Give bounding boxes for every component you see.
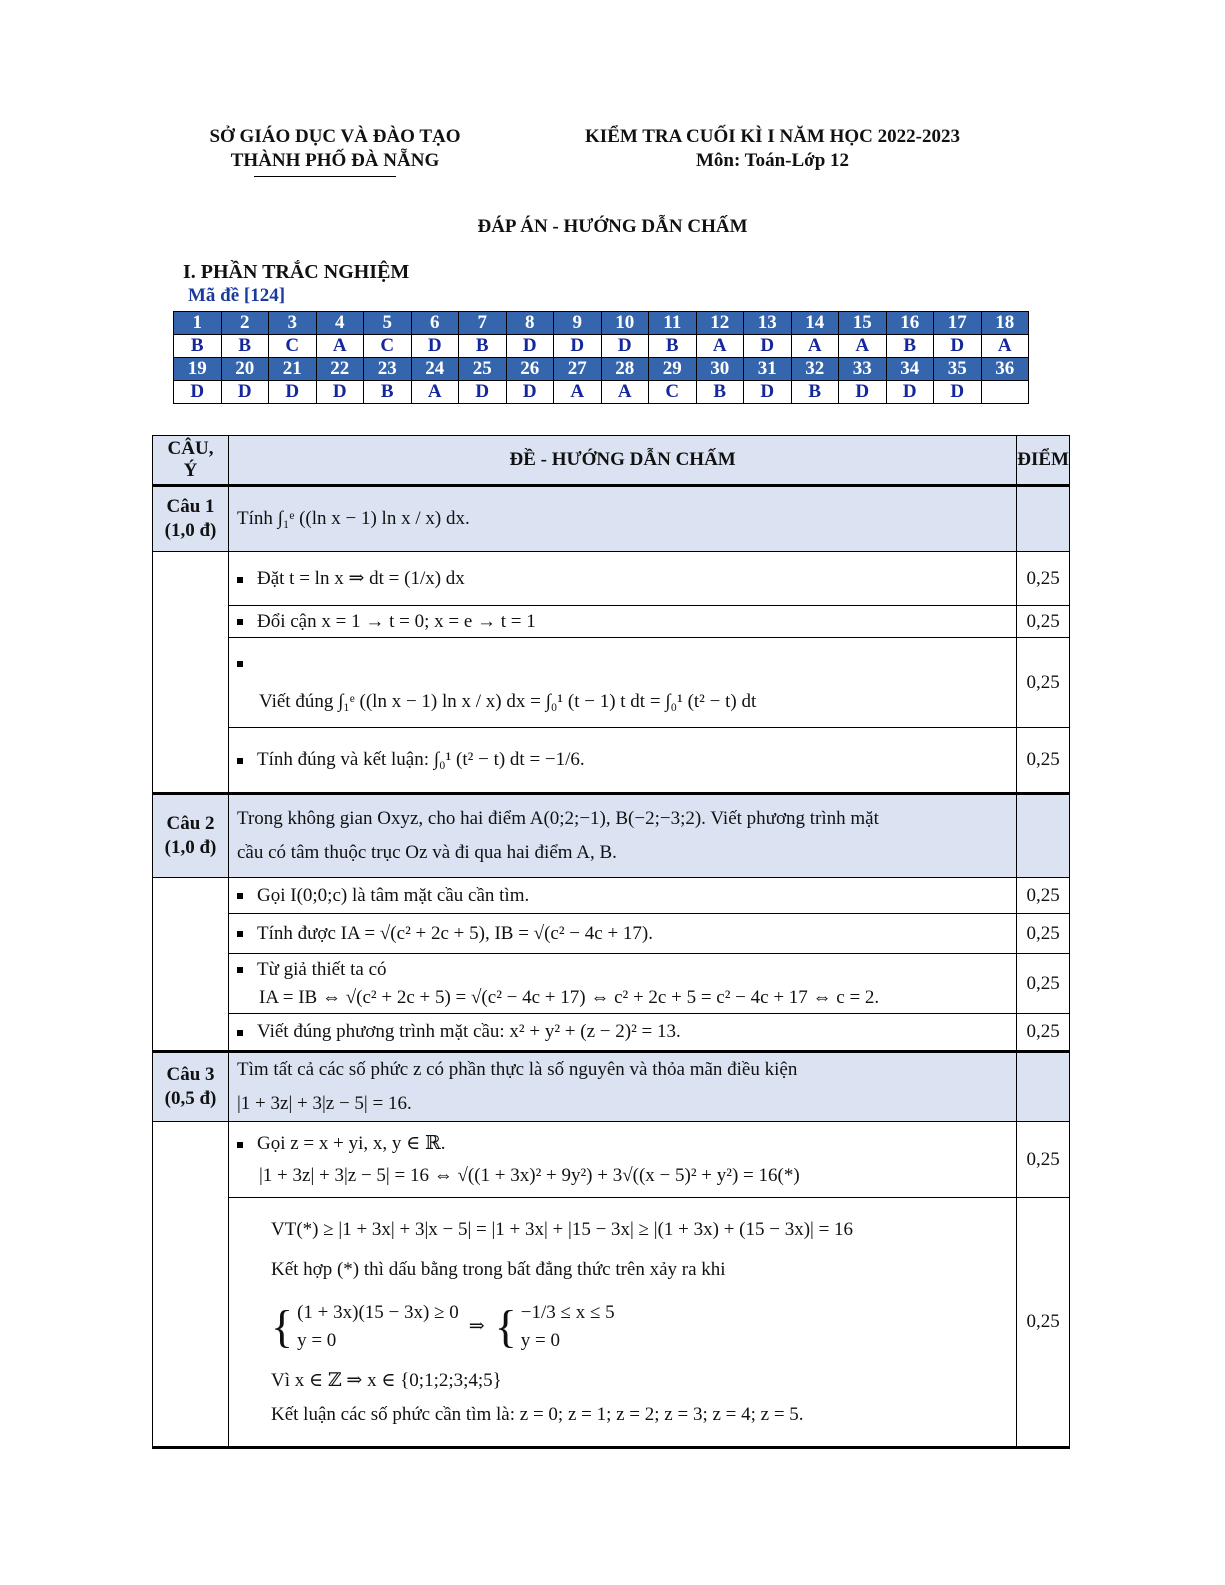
answer-number-cell: 2 xyxy=(221,312,269,335)
answer-letter-cell: D xyxy=(411,335,459,358)
answer-number-cell: 10 xyxy=(601,312,649,335)
answer-number-cell: 29 xyxy=(649,358,697,381)
points-cell xyxy=(1017,486,1070,552)
answer-letter-cell xyxy=(981,381,1029,404)
exam-code: Mã đề [124] xyxy=(188,285,286,306)
answer-letter-cell: D xyxy=(316,381,364,404)
grading-table xyxy=(152,435,1070,1449)
step-content: Viết đúng phương trình mặt cầu: x² + y² + (z − 2)² = 13. xyxy=(257,1021,681,1042)
question-label xyxy=(153,794,229,878)
brace-left-icon: { xyxy=(271,1300,294,1352)
inequality-system xyxy=(271,1299,1008,1355)
prompt-line: Tìm tất cả các số phức z có phần thực là số nguyên và thỏa mãn điều kiện xyxy=(237,1059,798,1080)
step-points: 0,25 xyxy=(1017,914,1070,954)
answer-letter-cell: B xyxy=(791,381,839,404)
school-department xyxy=(185,125,485,173)
question-number: Câu 1 xyxy=(166,496,215,517)
section-title: I. PHẦN TRẮC NGHIỆM xyxy=(183,261,410,283)
step-content: Kết hợp (*) thì dấu bằng trong bất đẳng thức trên xảy ra khi xyxy=(271,1258,726,1280)
step-text xyxy=(229,954,1017,1014)
answer-letter-cell: D xyxy=(744,381,792,404)
answer-number-cell: 12 xyxy=(696,312,744,335)
question-row-2 xyxy=(153,794,1070,878)
step-points: 0,25 xyxy=(1017,1122,1070,1198)
answer-letter-cell: A xyxy=(316,335,364,358)
answer-letter-cell: D xyxy=(506,381,554,404)
answer-number-cell: 18 xyxy=(981,312,1029,335)
answer-letter-cell: D xyxy=(221,381,269,404)
question-row-3 xyxy=(153,1052,1070,1122)
system-line: y = 0 xyxy=(520,1329,560,1351)
prompt-line: Trong không gian Oxyz, cho hai điểm A(0;2;−1), B(−2;−3;2). Viết phương trình mặt xyxy=(237,808,879,829)
step-content: Từ giả thiết ta có xyxy=(257,958,387,980)
answer-number-cell: 24 xyxy=(411,358,459,381)
answer-number-cell: 27 xyxy=(554,358,602,381)
answer-number-cell: 30 xyxy=(696,358,744,381)
answer-letter-cell: A xyxy=(696,335,744,358)
answer-letter-cell: D xyxy=(174,381,222,404)
blank-question-cell xyxy=(153,1122,229,1448)
answer-letter-cell: D xyxy=(886,381,934,404)
answer-letter-cell: B xyxy=(221,335,269,358)
step-content: Kết luận các số phức cần tìm là: z = 0; z = 1; z = 2; z = 3; z = 4; z = 5. xyxy=(271,1403,804,1425)
answer-letter-cell: C xyxy=(649,381,697,404)
step-text xyxy=(229,1198,1017,1448)
bullet-icon xyxy=(237,619,243,625)
bullet-icon xyxy=(237,893,243,899)
question-label xyxy=(153,1052,229,1122)
answer-number-cell: 15 xyxy=(839,312,887,335)
step-row xyxy=(153,728,1070,794)
page-title: ĐÁP ÁN - HƯỚNG DẪN CHẤM xyxy=(477,216,748,237)
step-row xyxy=(153,1122,1070,1198)
step-content: Gọi I(0;0;c) là tâm mặt cầu cần tìm. xyxy=(257,884,530,906)
bullet-icon xyxy=(237,577,243,583)
answer-number-cell: 23 xyxy=(364,358,412,381)
implies-arrow: ⇒ xyxy=(468,1316,485,1337)
answer-number-cell: 6 xyxy=(411,312,459,335)
step-text xyxy=(229,1014,1017,1052)
step-row xyxy=(153,638,1070,728)
step-content: Tính được IA = √(c² + 2c + 5), IB = √(c² − 4c + 17). xyxy=(257,922,653,944)
answer-number-cell: 13 xyxy=(744,312,792,335)
question-row-1 xyxy=(153,486,1070,552)
step-row xyxy=(153,606,1070,638)
answer-letter-cell: A xyxy=(839,335,887,358)
step-row xyxy=(153,1198,1070,1448)
answer-number-cell: 17 xyxy=(934,312,982,335)
answer-letter-cell: B xyxy=(886,335,934,358)
answer-number-cell: 25 xyxy=(459,358,507,381)
answer-number-cell: 20 xyxy=(221,358,269,381)
question-prompt xyxy=(229,794,1017,878)
prompt-line: cầu có tâm thuộc trục Oz và đi qua hai điểm A, B. xyxy=(237,842,617,863)
col-content-header: ĐỀ - HƯỚNG DẪN CHẤM xyxy=(229,436,1017,486)
question-number: Câu 2 xyxy=(166,813,215,834)
blank-question-cell xyxy=(153,878,229,1052)
department-name: SỞ GIÁO DỤC VÀ ĐÀO TẠO xyxy=(209,126,461,147)
answer-number-cell: 36 xyxy=(981,358,1029,381)
col-question-header: CÂU, Ý xyxy=(153,436,229,486)
subject-grade: Môn: Toán-Lớp 12 xyxy=(695,150,850,171)
step-row xyxy=(153,914,1070,954)
step-points: 0,25 xyxy=(1017,954,1070,1014)
table-header-row xyxy=(153,436,1070,486)
answer-key-numbers-row-2 xyxy=(174,358,1029,381)
answer-letter-cell: A xyxy=(601,381,649,404)
answer-number-cell: 4 xyxy=(316,312,364,335)
step-content: Vì x ∈ ℤ ⇒ x ∈ {0;1;2;3;4;5} xyxy=(271,1369,502,1391)
answer-letter-cell: C xyxy=(364,335,412,358)
answer-number-cell: 26 xyxy=(506,358,554,381)
bullet-icon xyxy=(237,931,243,937)
answer-number-cell: 3 xyxy=(269,312,317,335)
exam-info xyxy=(545,125,1000,173)
step-row xyxy=(153,1014,1070,1052)
answer-key-numbers-row-1 xyxy=(174,312,1029,335)
brace-right-icon: { xyxy=(494,1300,517,1352)
step-text xyxy=(229,552,1017,606)
answer-number-cell: 21 xyxy=(269,358,317,381)
answer-letter-cell: B xyxy=(696,381,744,404)
exam-title: KIỂM TRA CUỐI KÌ I NĂM HỌC 2022-2023 xyxy=(585,126,960,147)
step-text xyxy=(229,878,1017,914)
step-row xyxy=(153,552,1070,606)
blank-question-cell xyxy=(153,552,229,794)
answer-letter-cell: D xyxy=(934,335,982,358)
header-underline xyxy=(254,176,396,177)
answer-letter-cell: D xyxy=(601,335,649,358)
step-text xyxy=(229,1122,1017,1198)
step-points: 0,25 xyxy=(1017,728,1070,794)
answer-number-cell: 32 xyxy=(791,358,839,381)
answer-letter-cell: D xyxy=(744,335,792,358)
step-content: Gọi z = x + yi, x, y ∈ ℝ. xyxy=(257,1133,446,1154)
prompt-line: |1 + 3z| + 3|z − 5| = 16. xyxy=(237,1093,412,1114)
step-content: Đổi cận x = 1 → t = 0; x = e → t = 1 xyxy=(257,610,536,632)
step-row xyxy=(153,954,1070,1014)
answer-letter-cell: D xyxy=(506,335,554,358)
step-content: Đặt t = ln x ⇒ dt = (1/x) dx xyxy=(257,568,465,589)
step-points: 0,25 xyxy=(1017,1198,1070,1448)
points-cell xyxy=(1017,794,1070,878)
answer-key-table xyxy=(173,311,1029,404)
bullet-icon xyxy=(237,1030,243,1036)
answer-letter-cell: B xyxy=(174,335,222,358)
answer-letter-cell: D xyxy=(269,381,317,404)
question-prompt xyxy=(229,1052,1017,1122)
answer-letter-cell: A xyxy=(981,335,1029,358)
answer-number-cell: 22 xyxy=(316,358,364,381)
city-name: THÀNH PHỐ ĐÀ NẴNG xyxy=(230,150,440,171)
points-cell xyxy=(1017,1052,1070,1122)
question-prompt: Tính ∫₁ᵉ ((ln x − 1) ln x / x) dx. xyxy=(229,486,1017,552)
bullet-icon xyxy=(237,1142,243,1148)
bullet-icon xyxy=(237,967,243,973)
answer-letter-cell: B xyxy=(649,335,697,358)
answer-number-cell: 7 xyxy=(459,312,507,335)
answer-letter-cell: A xyxy=(791,335,839,358)
answer-number-cell: 31 xyxy=(744,358,792,381)
answer-number-cell: 8 xyxy=(506,312,554,335)
step-text xyxy=(229,638,1017,728)
step-points: 0,25 xyxy=(1017,878,1070,914)
answer-number-cell: 35 xyxy=(934,358,982,381)
question-weight: (0,5 đ) xyxy=(164,1088,217,1109)
col-points-header: ĐIỂM xyxy=(1017,436,1070,486)
answer-letter-cell: B xyxy=(459,335,507,358)
answer-number-cell: 19 xyxy=(174,358,222,381)
answer-letter-cell: D xyxy=(934,381,982,404)
bullet-icon xyxy=(237,661,243,667)
bullet-icon xyxy=(237,758,243,764)
step-content: IA = IB ⇔ √(c² + 2c + 5) = √(c² − 4c + 17) ⇔ c² + 2c + 5 = c² − 4c + 17 ⇔ c = 2. xyxy=(259,986,880,1008)
answer-letter-cell: B xyxy=(364,381,412,404)
answer-key-answers-row-1 xyxy=(174,335,1029,358)
system-line: −1/3 ≤ x ≤ 5 xyxy=(520,1301,615,1323)
answer-letter-cell: D xyxy=(839,381,887,404)
answer-number-cell: 1 xyxy=(174,312,222,335)
step-content: Viết đúng ∫₁ᵉ ((ln x − 1) ln x / x) dx = ∫₀¹ (t − 1) t dt = ∫₀¹ (t² − t) dt xyxy=(259,690,757,712)
step-text xyxy=(229,728,1017,794)
answer-number-cell: 16 xyxy=(886,312,934,335)
answer-letter-cell: D xyxy=(459,381,507,404)
answer-number-cell: 11 xyxy=(649,312,697,335)
step-points: 0,25 xyxy=(1017,1014,1070,1052)
answer-number-cell: 33 xyxy=(839,358,887,381)
answer-letter-cell: C xyxy=(269,335,317,358)
step-points: 0,25 xyxy=(1017,638,1070,728)
answer-key-answers-row-2 xyxy=(174,381,1029,404)
answer-letter-cell: D xyxy=(554,335,602,358)
step-text xyxy=(229,606,1017,638)
question-weight: (1,0 đ) xyxy=(164,837,217,858)
answer-number-cell: 5 xyxy=(364,312,412,335)
step-row xyxy=(153,878,1070,914)
step-points: 0,25 xyxy=(1017,552,1070,606)
question-label xyxy=(153,486,229,552)
step-content: Tính đúng và kết luận: ∫₀¹ (t² − t) dt = −1/6. xyxy=(257,749,585,770)
system-line: y = 0 xyxy=(297,1329,337,1351)
question-number: Câu 3 xyxy=(166,1064,215,1085)
answer-letter-cell: A xyxy=(554,381,602,404)
answer-number-cell: 9 xyxy=(554,312,602,335)
step-content: VT(*) ≥ |1 + 3x| + 3|x − 5| = |1 + 3x| + |15 − 3x| ≥ |(1 + 3x) + (15 − 3x)| = 16 xyxy=(271,1218,854,1240)
step-content: |1 + 3z| + 3|z − 5| = 16 ⇔ √((1 + 3x)² + 9y²) + 3√((x − 5)² + y²) = 16(*) xyxy=(259,1165,800,1186)
step-text xyxy=(229,914,1017,954)
step-points: 0,25 xyxy=(1017,606,1070,638)
answer-number-cell: 14 xyxy=(791,312,839,335)
answer-letter-cell: A xyxy=(411,381,459,404)
system-line: (1 + 3x)(15 − 3x) ≥ 0 xyxy=(297,1301,459,1323)
question-weight: (1,0 đ) xyxy=(164,520,217,541)
answer-number-cell: 28 xyxy=(601,358,649,381)
answer-number-cell: 34 xyxy=(886,358,934,381)
